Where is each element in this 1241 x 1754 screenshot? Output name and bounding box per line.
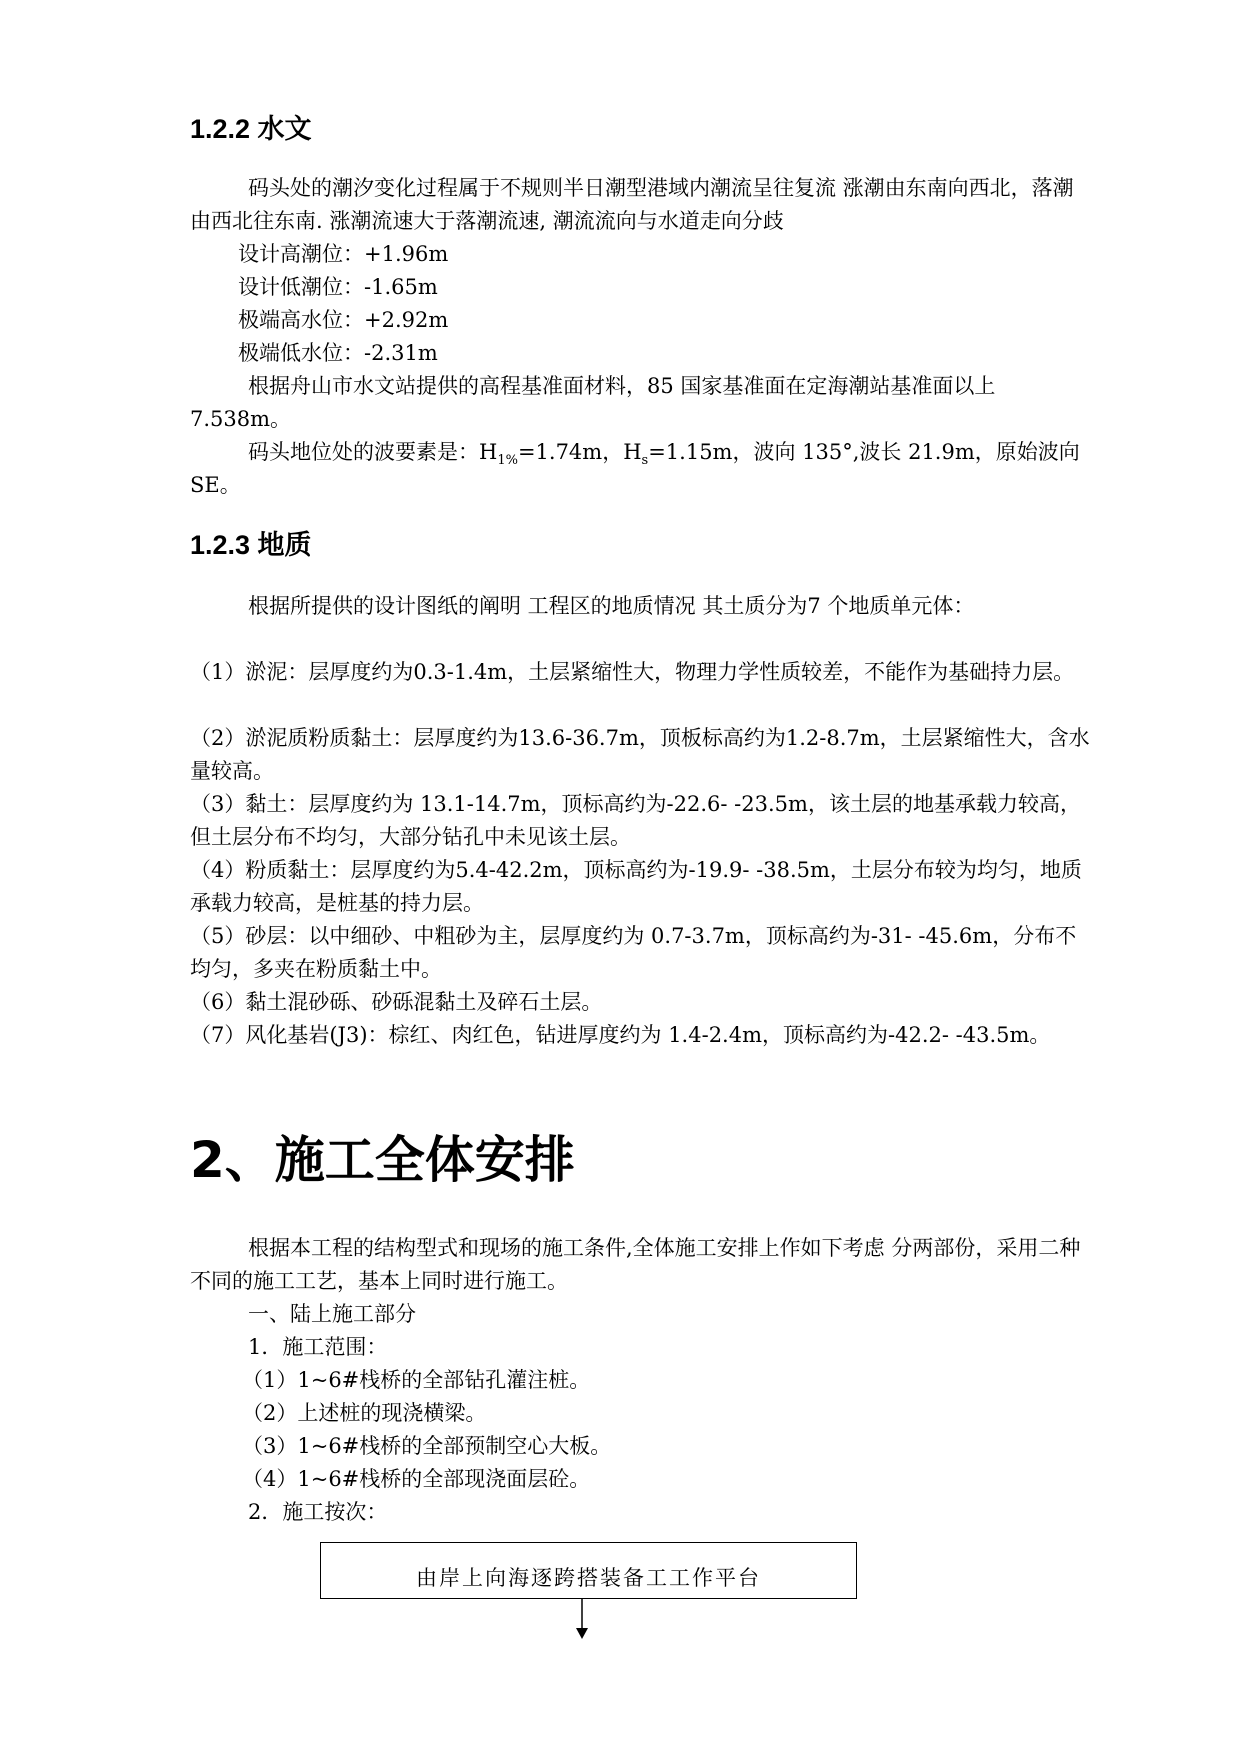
- scope-item-4: （4）1~6#栈桥的全部现浇面层砼。: [242, 1467, 591, 1491]
- wave-text-a: 码头地位处的波要素是：H: [248, 440, 498, 464]
- geology-intro: 根据所提供的设计图纸的阐明 工程区的地质情况 其土质分为7 个地质单元体：: [248, 594, 975, 618]
- wave-text-c: =1.15m，波向 135°,波长 21.9m，原始波向SE。: [190, 440, 1080, 497]
- order-title: 2．施工按次：: [248, 1500, 388, 1524]
- geology-item-4: （4）粉质黏土：层厚度约为5.4-42.2m，顶标高约为-19.9- -38.5m，土层分布较为均匀，地质承载力较高，是桩基的持力层。: [190, 858, 1082, 915]
- scope-item-1: （1）1~6#栈桥的全部钻孔灌注桩。: [242, 1368, 591, 1392]
- chapter-heading-construction: 2、施工全体安排: [190, 1131, 575, 1189]
- geology-item-7: （7）风化基岩(J3)：棕红、肉红色，钻进厚度约为 1.4-2.4m，顶标高约为-42.2- -43.5m。: [190, 1023, 1051, 1047]
- hydrology-paragraph-2: 根据舟山市水文站提供的高程基准面材料，85 国家基准面在定海潮站基准面以上 7.538m。: [190, 374, 996, 431]
- scope-title: 1．施工范围：: [248, 1335, 388, 1359]
- scope-item-2: （2）上述桩的现浇横梁。: [242, 1401, 487, 1425]
- geology-item-3: （3）黏土：层厚度约为 13.1-14.7m，顶标高约为-22.6- -23.5m，该土层的地基承载力较高，但土层分布不均匀，大部分钻孔中未见该土层。: [190, 792, 1081, 849]
- section-heading-hydrology: 1.2.2 水文: [190, 114, 312, 144]
- part-one-title: 一、陆上施工部分: [248, 1302, 416, 1326]
- extreme-low-water: 极端低水位：-2.31m: [238, 341, 438, 365]
- wave-text-b: =1.74m，H: [517, 440, 642, 464]
- flowchart-box: [320, 1542, 857, 1599]
- construction-intro: 根据本工程的结构型式和现场的施工条件,全体施工安排上作如下考虑 分两部份，采用二种不同的施工工艺，基本上同时进行施工。: [190, 1236, 1081, 1293]
- design-high-tide: 设计高潮位：+1.96m: [238, 242, 449, 266]
- geology-item-5: （5）砂层：以中细砂、中粗砂为主，层厚度约为 0.7-3.7m，顶标高约为-31- -45.6m，分布不均匀，多夹在粉质黏土中。: [190, 924, 1077, 981]
- scope-item-3: （3）1~6#栈桥的全部预制空心大板。: [242, 1434, 612, 1458]
- flowchart-down-arrow-icon: [575, 1598, 589, 1640]
- wave-sub-2: s: [641, 453, 649, 469]
- geology-item-6: （6）黏土混砂砾、砂砾混黏土及碎石土层。: [190, 990, 603, 1014]
- flowchart-box-label: 由岸上向海逐跨搭装备工工作平台: [416, 1566, 761, 1590]
- hydrology-paragraph-1: 码头处的潮汐变化过程属于不规则半日潮型港域内潮流呈往复流 涨潮由东南向西北，落潮由西北往东南. 涨潮流速大于落潮流速, 潮流流向与水道走向分歧: [190, 176, 1074, 233]
- extreme-high-water: 极端高水位：+2.92m: [238, 308, 449, 332]
- hydrology-paragraph-3: [190, 436, 1090, 502]
- design-low-tide: 设计低潮位：-1.65m: [238, 275, 438, 299]
- section-heading-geology: 1.2.3 地质: [190, 530, 312, 560]
- geology-item-2: （2）淤泥质粉质黏土：层厚度约为13.6-36.7m，顶板标高约为1.2-8.7m，土层紧缩性大，含水量较高。: [190, 726, 1090, 783]
- geology-item-1: （1）淤泥：层厚度约为0.3-1.4m，土层紧缩性大，物理力学性质较差，不能作为基础持力层。: [190, 660, 1075, 684]
- wave-sub-1: 1%: [497, 453, 518, 469]
